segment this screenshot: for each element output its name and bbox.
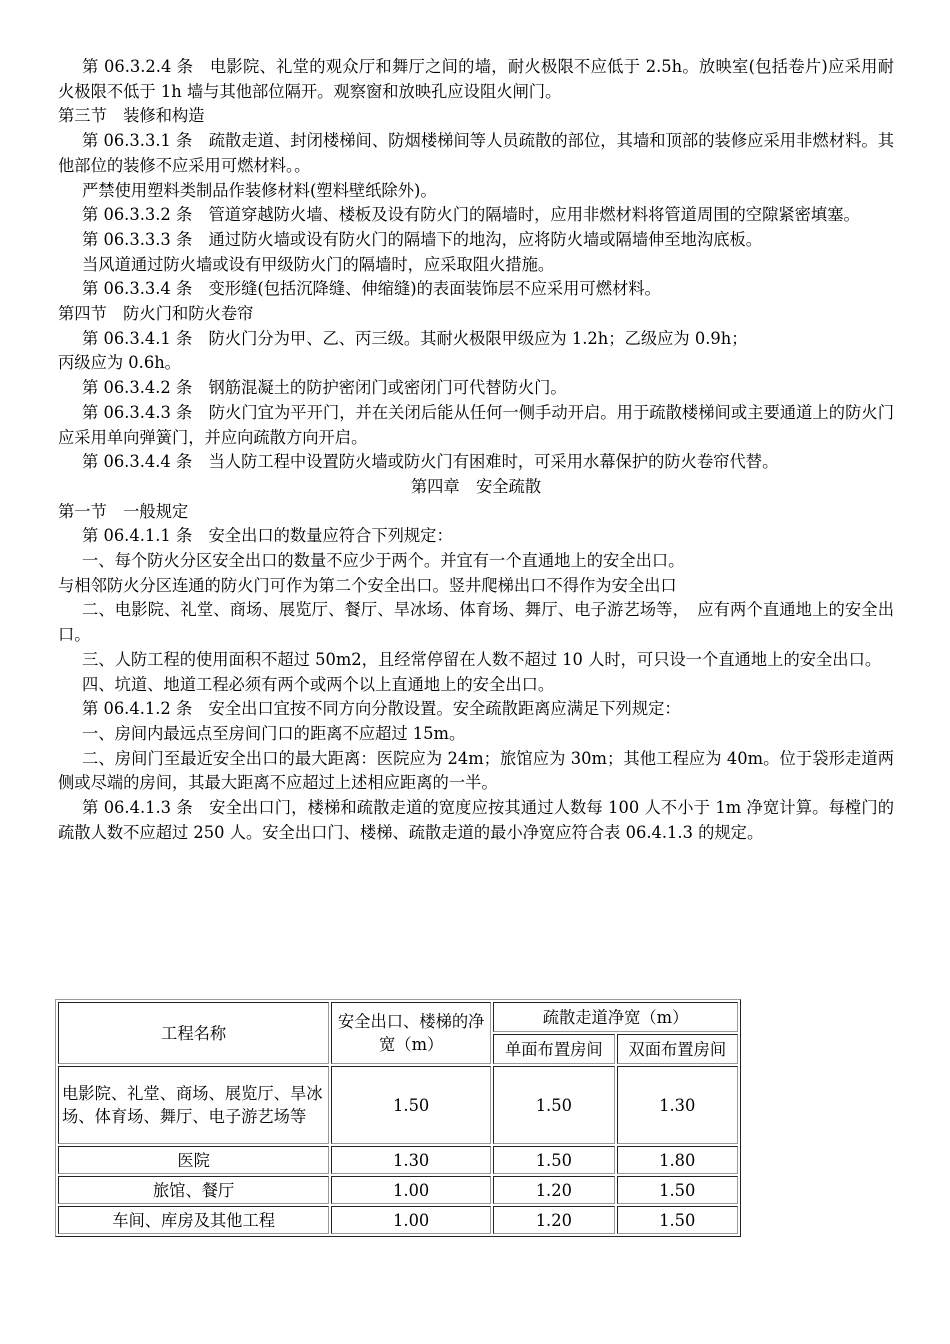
row-single-side: 1.20: [493, 1206, 614, 1234]
row-exit-width: 1.50: [331, 1066, 491, 1144]
clause-06-3-3-2: 第 06.3.3.2 条 管道穿越防火墙、楼板及设有防火门的隔墙时，应用非燃材料将管道周围的空隙紧密填塞。: [82, 205, 860, 225]
row-exit-width: 1.30: [331, 1146, 491, 1174]
rule-item-4: 四、坑道、地道工程必须有两个或两个以上直通地上的安全出口。: [82, 674, 555, 694]
clause-06-4-1-3: 第 06.4.1.3 条 安全出口门，楼梯和疏散走道的宽度应按其通过人数每 100 人不小于 1m 净宽计算。每樘门的疏散人数不应超过 250 人。安全出口门、楼梯、疏散走道的最小净宽应符合表 06.4.1.3 的规定。: [58, 798, 894, 842]
row-exit-width: 1.00: [331, 1176, 491, 1204]
clause-06-3-3-3: 第 06.3.3.3 条 通过防火墙或设有防火门的隔墙下的地沟，应将防火墙或隔墙伸至地沟底板。: [82, 229, 763, 249]
clause-06-3-4-1-cont: 丙级应为 0.6h。: [58, 353, 181, 373]
clause-06-4-1-2: 第 06.4.1.2 条 安全出口宜按不同方向分散设置。安全疏散距离应满足下列规定：: [82, 699, 681, 719]
header-single-side: 单面布置房间: [493, 1034, 614, 1064]
min-width-table: [55, 999, 741, 1237]
row-single-side: 1.50: [493, 1066, 614, 1144]
table-row: [58, 1146, 738, 1174]
section-heading-1: 第一节 一般规定: [58, 501, 189, 521]
header-project-name: 工程名称: [58, 1002, 329, 1064]
clause-06-3-4-4: 第 06.3.4.4 条 当人防工程中设置防火墙或防火门有困难时，可采用水幕保护的防火卷帘代替。: [82, 452, 779, 472]
row-name: 医院: [58, 1146, 329, 1174]
row-exit-width: 1.00: [331, 1206, 491, 1234]
clause-06-3-3-1: 第 06.3.3.1 条 疏散走道、封闭楼梯间、防烟楼梯间等人员疏散的部位，其墙和顶部的装修应采用非燃材料。其他部位的装修不应采用可燃材料。。: [58, 131, 894, 175]
row-single-side: 1.50: [493, 1146, 614, 1174]
row-double-side: 1.30: [617, 1066, 738, 1144]
distance-item-2: 二、房间门至最近安全出口的最大距离：医院应为 24m；旅馆应为 30m；其他工程应为 40m。位于袋形走道两侧或尽端的房间，其最大距离不应超过上述相应距离的一半。: [58, 748, 894, 793]
header-exit-width: 安全出口、楼梯的净宽（m）: [331, 1002, 491, 1064]
header-corridor-width: 疏散走道净宽（m）: [493, 1002, 738, 1032]
clause-06-3-3-4: 第 06.3.3.4 条 变形缝(包括沉降缝、伸缩缝)的表面装饰层不应采用可燃材料。: [82, 279, 661, 299]
row-double-side: 1.50: [617, 1176, 738, 1204]
air-duct-note: 当风道通过防火墙或设有甲级防火门的隔墙时，应采取阻火措施。: [82, 254, 555, 274]
rule-item-2: 二、电影院、礼堂、商场、展览厅、餐厅、旱冰场、体育场、舞厅、电子游艺场等， 应有两个直通地上的安全出口。: [58, 600, 894, 645]
row-name: 电影院、礼堂、商场、展览厅、旱冰场、体育场、舞厅、电子游艺场等: [58, 1066, 329, 1144]
section-heading-3: 第三节 装修和构造: [58, 106, 205, 126]
row-single-side: 1.20: [493, 1176, 614, 1204]
document-body: [58, 55, 894, 846]
table-row: [58, 1176, 738, 1204]
clause-06-3-4-2: 第 06.3.4.2 条 钢筋混凝土的防护密闭门或密闭门可代替防火门。: [82, 378, 567, 398]
row-double-side: 1.50: [617, 1206, 738, 1234]
row-double-side: 1.80: [617, 1146, 738, 1174]
clause-06-3-4-3: 第 06.3.4.3 条 防火门宜为平开门，并在关闭后能从任何一侧手动开启。用于疏散楼梯间或主要通道上的防火门应采用单向弹簧门，并应向疏散方向开启。: [58, 402, 894, 447]
header-double-side: 双面布置房间: [617, 1034, 738, 1064]
clause-06-3-2-4: 第 06.3.2.4 条 电影院、礼堂的观众厅和舞厅之间的墙，耐火极限不应低于 2.5h。放映室(包括卷片)应采用耐火极限不低于 1h 墙与其他部位隔开。观察窗和放映孔应设阻火闸门。: [58, 57, 894, 101]
table-row: [58, 1206, 738, 1234]
rule-item-1: 一、每个防火分区安全出口的数量不应少于两个。并宜有一个直通地上的安全出口。: [82, 551, 685, 571]
section-heading-4: 第四节 防火门和防火卷帘: [58, 304, 254, 324]
table-row: [58, 1066, 738, 1144]
plastic-ban-note: 严禁使用塑料类制品作装修材料(塑料壁纸除外)。: [82, 180, 437, 200]
row-name: 车间、库房及其他工程: [58, 1206, 329, 1234]
distance-item-1: 一、房间内最远点至房间门口的距离不应超过 15m。: [82, 723, 466, 743]
rule-item-1-cont: 与相邻防火分区连通的防火门可作为第二个安全出口。竖井爬梯出口不得作为安全出口: [58, 575, 677, 595]
rule-item-3: 三、人防工程的使用面积不超过 50m2，且经常停留在人数不超过 10 人时，可只设一个直通地上的安全出口。: [82, 649, 882, 669]
clause-06-3-4-1: 第 06.3.4.1 条 防火门分为甲、乙、丙三级。其耐火极限甲级应为 1.2h；乙级应为 0.9h；: [82, 328, 748, 348]
clause-06-4-1-1: 第 06.4.1.1 条 安全出口的数量应符合下列规定：: [82, 526, 453, 546]
row-name: 旅馆、餐厅: [58, 1176, 329, 1204]
chapter-heading: 第四章 安全疏散: [410, 476, 542, 496]
